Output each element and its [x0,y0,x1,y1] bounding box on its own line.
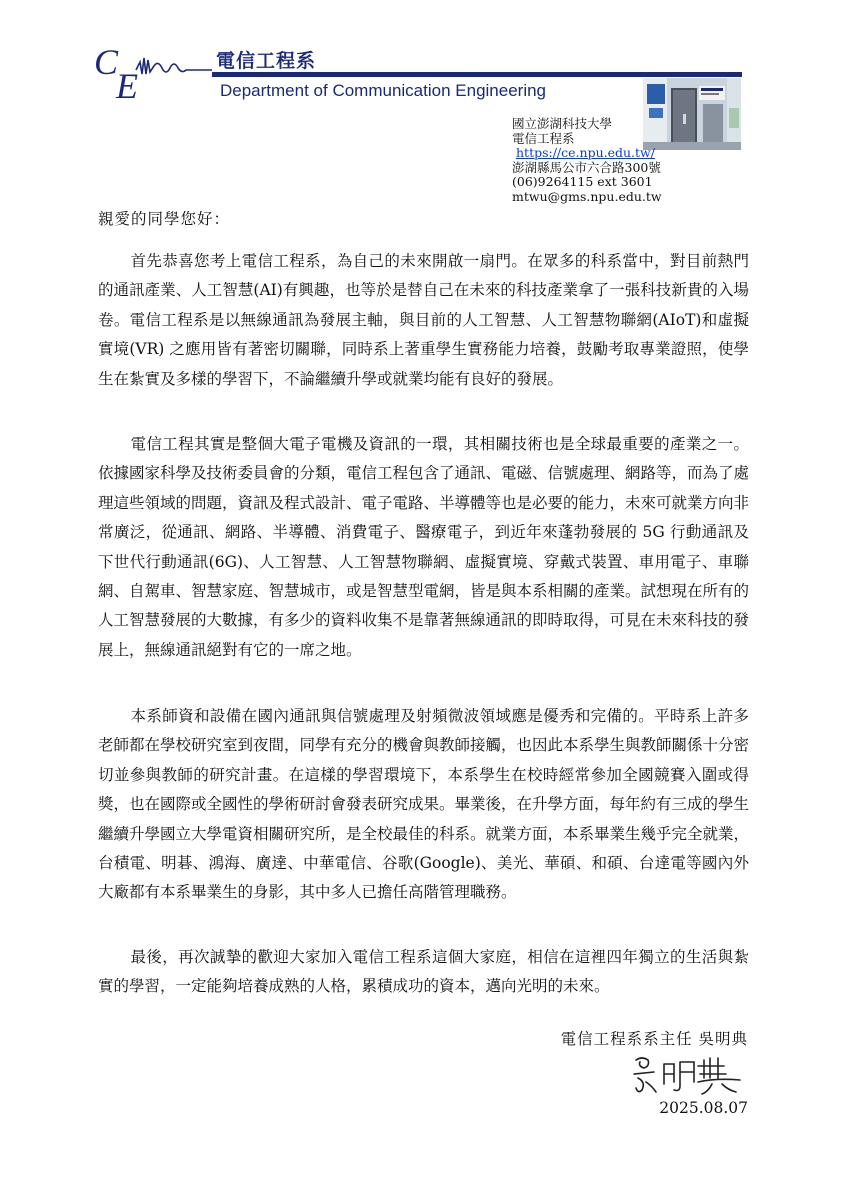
paragraph-2: 電信工程其實是整個大電子電機及資訊的一環，其相關技術也是全球最重要的產業之一。依據國家科學及技術委員會的分類，電信工程包含了通訊、電磁、信號處理、網路等，而為了處理這些領域的問題，資訊及程式設計、電子電路、半導體等也是必要的能力，未來可就業方向非常廣泛，從通訊、網路、半導體、消費電子、醫療電子，到近年來蓬勃發展的 5G 行動通訊及下世代行動通訊(6G)、人工智慧、人工智慧物聯網、虛擬實境、穿戴式裝置、車用電子、車聯網、自駕車、智慧家庭、智慧城市，或是智慧型電網，皆是與本系相關的產業。試想現在所有的人工智慧發展的大數據，有多少的資料收集不是靠著無線通訊的即時取得，可見在未來科技的發展上，無線通訊絕對有它的一席之地。 [98,435,750,659]
department-name-en: Department of Communication Engineering [220,81,547,100]
email: mtwu@gms.npu.edu.tw [512,188,662,204]
contact-department: 電信工程系 [512,130,575,146]
website-link[interactable]: https://ce.npu.edu.tw/ [516,145,655,161]
address: 澎湖縣馬公市六合路300號 [512,159,661,175]
contact-info [512,117,662,205]
svg-text:E: E [116,66,138,102]
signature-title: 電信工程系系主任 吳明典 [560,1030,748,1048]
school-name: 國立澎湖科技大學 [512,116,613,131]
header-divider [212,72,742,77]
greeting: 親愛的同學您好： [98,210,231,228]
department-logo [92,40,212,102]
paragraph-1: 首先恭喜您考上電信工程系，為自己的未來開啟一扇門。在眾多的科系當中，對目前熱門的通訊產業、人工智慧(AI)有興趣，也等於是替自己在未來的科技產業拿了一張科技新貴的入場卷。電信工程系是以無線通訊為發展主軸，與目前的人工智慧、人工智慧物聯網(AIoT)和虛擬實境(VR) 之應用皆有著密切關聯，同時系上著重學生實務能力培養，鼓勵考取專業證照，使學生在紮實及多樣的學習下，不論繼續升學或就業均能有良好的發展。 [98,252,749,388]
paragraph-3: 本系師資和設備在國內通訊與信號處理及射頻微波領域應是優秀和完備的。平時系上許多老師都在學校研究室到夜間，同學有充分的機會與教師接觸，也因此本系學生與教師關係十分密切並參與教師的研究計畫。在這樣的學習環境下，本系學生在校時經常參加全國競賽入圍或得獎，也在國際或全國性的學術研討會發表研究成果。畢業後，在升學方面，每年約有三成的學生繼續升學國立大學電資相關研究所，是全校最佳的科系。就業方面，本系畢業生幾乎完全就業，台積電、明碁、鴻海、廣達、中華電信、谷歌(Google)、美光、華碩、和碩、台達電等國內外大廠都有本系畢業生的身影，其中多人已擔任高階管理職務。 [98,707,750,902]
svg-text:C: C [94,42,119,82]
letter-date: 2025.08.07 [659,1099,748,1117]
phone: (06)9264115 ext 3601 [512,174,653,190]
department-name-zh: 電信工程系 [216,50,317,72]
paragraph-4: 最後，再次誠摯的歡迎大家加入電信工程系這個大家庭，相信在這裡四年獨立的生活與紮實的學習，一定能夠培養成熟的人格，累積成功的資本，邁向光明的未來。 [98,948,749,996]
handwritten-signature [628,1052,746,1096]
